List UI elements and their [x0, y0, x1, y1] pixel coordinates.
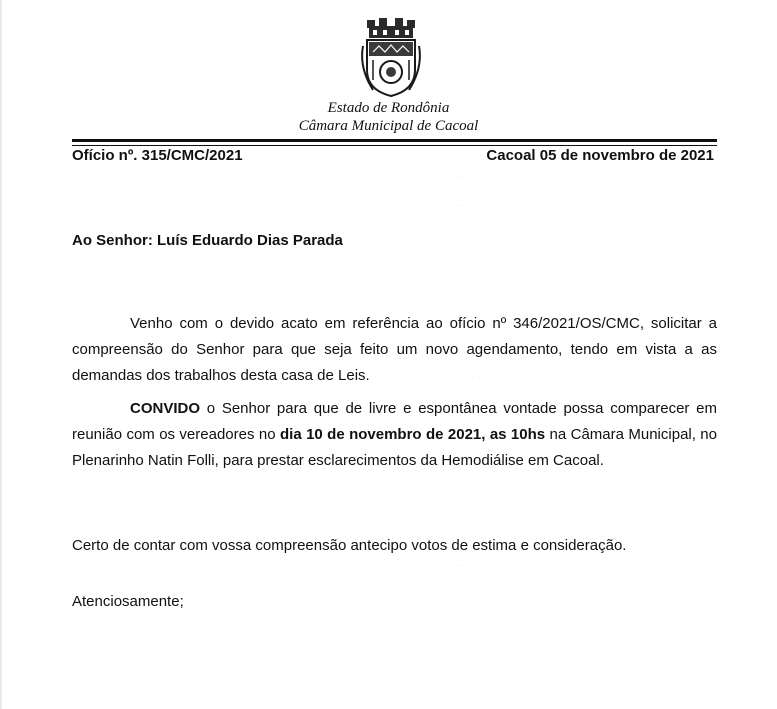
body-paragraph-regards: Certo de contar com vossa compreensão antecipo votos de estima e consideração.: [72, 537, 627, 554]
scan-ghost-mark: · · ·: [455, 172, 469, 182]
scan-ghost-mark: · · ·: [455, 200, 469, 210]
invitation-lead: CONVIDO: [130, 400, 201, 417]
body-paragraph-request: [72, 311, 717, 389]
header-divider-thick: [72, 139, 717, 142]
addressee: Ao Senhor: Luís Eduardo Dias Parada: [72, 232, 343, 249]
paragraph-text: Venho com o devido acato em referência ao ofício nº 346/2021/OS/CMC, solicitar a compreensão do Senhor para que seja feito um novo agendamento, tendo em vista a as demandas dos trabalhos desta casa de Leis.: [72, 315, 717, 384]
meeting-date-time: dia 10 de novembro de 2021, as 10hs: [279, 426, 546, 443]
office-date: Cacoal 05 de novembro de 2021: [486, 147, 714, 164]
closing-salutation: Atenciosamente;: [72, 593, 184, 610]
paragraph-text: o Senhor para que de livre e espontânea vontade possa comparecer em reunião com os vereadores no: [72, 400, 717, 443]
scan-ghost-mark: · · · ·: [455, 560, 475, 570]
state-name: Estado de Rondônia: [327, 100, 450, 116]
chamber-name: Câmara Municipal de Cacoal: [298, 118, 479, 134]
coat-of-arms-icon: [359, 16, 423, 98]
paragraph-text: na Câmara Municipal, no Plenarinho Natin Folli, para prestar esclarecimentos da Hemodiálise em Cacoal.: [72, 426, 717, 469]
header-divider-thin: [72, 145, 717, 146]
scan-ghost-mark: · · · ·: [472, 372, 492, 382]
scan-ghost-mark: · · · ·: [465, 580, 485, 590]
body-paragraph-invitation: [72, 396, 717, 474]
office-number: Ofício nº. 315/CMC/2021: [72, 147, 243, 164]
